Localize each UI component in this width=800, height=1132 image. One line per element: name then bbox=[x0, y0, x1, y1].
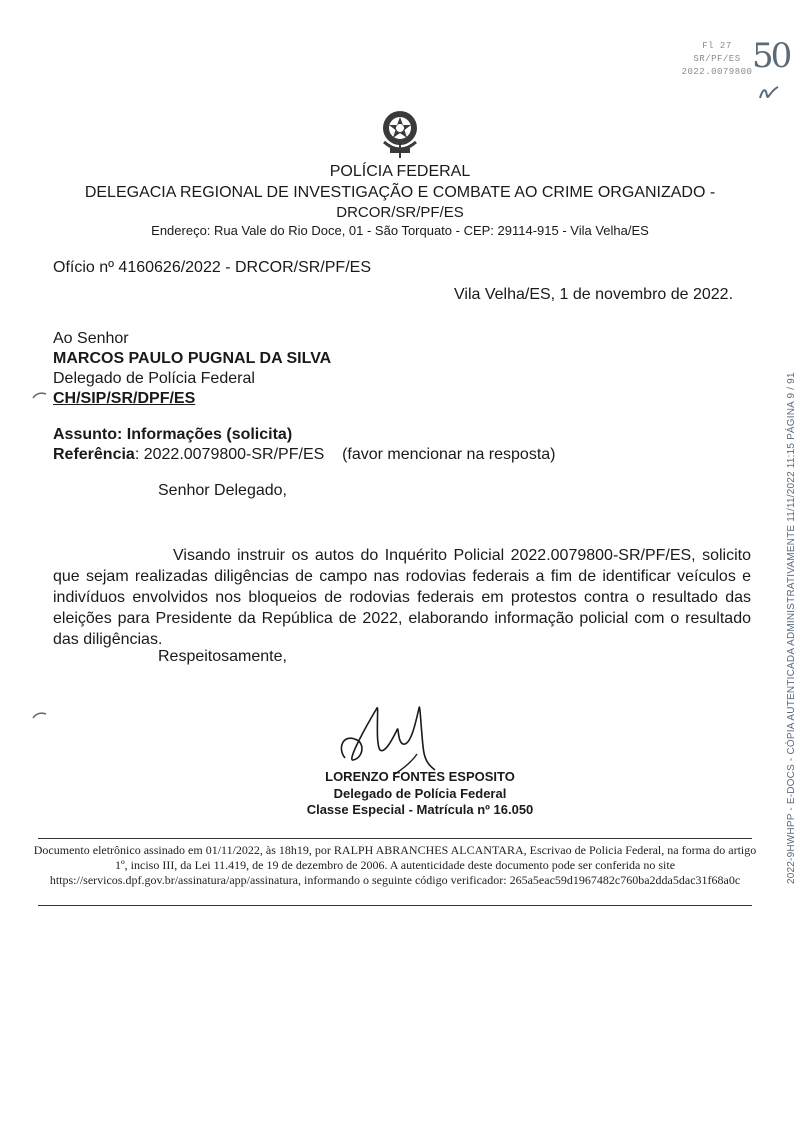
header-abbreviation: DRCOR/SR/PF/ES bbox=[336, 204, 464, 221]
margin-tick-icon bbox=[32, 390, 48, 400]
page-stamp bbox=[672, 40, 762, 79]
footer-authentication-text: Documento eletrônico assinado em 01/11/2022, às 18h19, por RALPH ABRANCHES ALCANTARA, Escrivao de Policia Federal, na forma do artigo 1º, inciso III, da Lei 11.419, de 19 de dezembro de 2006. A autenticidade deste documento pode ser conferida no site https://servicos.dpf.gov.br/assinatura/app/assinatura, informando o seguinte código verificador: 265a5eac59d1967482c760ba2dda5dac31f68a0c bbox=[33, 843, 757, 887]
subject-block bbox=[53, 425, 556, 465]
office-number: Ofício nº 4160626/2022 - DRCOR/SR/PF/ES bbox=[53, 259, 371, 276]
reference-value: : 2022.0079800-SR/PF/ES bbox=[134, 446, 325, 463]
recipient-name: MARCOS PAULO PUGNAL DA SILVA bbox=[53, 350, 332, 367]
subject-label: Assunto: Informações (solicita) bbox=[53, 426, 293, 443]
signer-class: Classe Especial - Matrícula nº 16.050 bbox=[306, 802, 534, 817]
reference-label: Referência bbox=[53, 446, 135, 463]
body-paragraph: Visando instruir os autos do Inquérito Policial 2022.0079800-SR/PF/ES, solicito que sejam realizadas diligências de campo nas rodovias federais a fim de identificar veículos e indivíduos envolvidos nos bloqueios de rodovias federais em protestos contra o resultado das eleições para Presidente da República de 2022, elaborando informação policial com o resultado das diligências. bbox=[53, 547, 751, 648]
coat-of-arms-icon bbox=[376, 106, 424, 160]
closing: Respeitosamente, bbox=[158, 648, 287, 665]
side-authentication-annotation: 2022-9HWHPP - E-DOCS - CÓPIA AUTENTICADA ADMINISTRATIVAMENTE 11/11/2022 11:15 PÁGINA 9 / 91 bbox=[786, 372, 797, 884]
recipient-role: Delegado de Polícia Federal bbox=[53, 370, 255, 387]
signer-name: LORENZO FONTES ESPOSITO bbox=[325, 769, 515, 784]
stamp-line-1: Fl 27 bbox=[702, 41, 732, 51]
footer-top-rule bbox=[38, 838, 752, 839]
handwritten-initial-icon bbox=[758, 84, 780, 102]
handwritten-page-number: 50 bbox=[752, 36, 790, 76]
recipient-salutation: Ao Senhor bbox=[53, 330, 129, 347]
recipient-block bbox=[53, 329, 331, 409]
margin-tick-icon bbox=[32, 710, 48, 720]
header-department: DELEGACIA REGIONAL DE INVESTIGAÇÃO E COMBATE AO CRIME ORGANIZADO - bbox=[84, 184, 716, 201]
signer-role: Delegado de Polícia Federal bbox=[333, 786, 507, 801]
footer-bottom-rule bbox=[38, 905, 752, 906]
stamp-line-3: 2022.0079800 bbox=[681, 67, 753, 77]
document-date: Vila Velha/ES, 1 de novembro de 2022. bbox=[454, 286, 734, 303]
handwritten-signature-icon bbox=[335, 688, 465, 778]
header-police: POLÍCIA FEDERAL bbox=[329, 163, 471, 180]
recipient-unit: CH/SIP/SR/DPF/ES bbox=[53, 390, 196, 407]
header-address: Endereço: Rua Vale do Rio Doce, 01 - São Torquato - CEP: 29114-915 - Vila Velha/ES bbox=[151, 223, 649, 238]
stamp-line-2: SR/PF/ES bbox=[693, 54, 741, 64]
reference-note: (favor mencionar na resposta) bbox=[342, 446, 556, 463]
greeting: Senhor Delegado, bbox=[158, 482, 287, 499]
